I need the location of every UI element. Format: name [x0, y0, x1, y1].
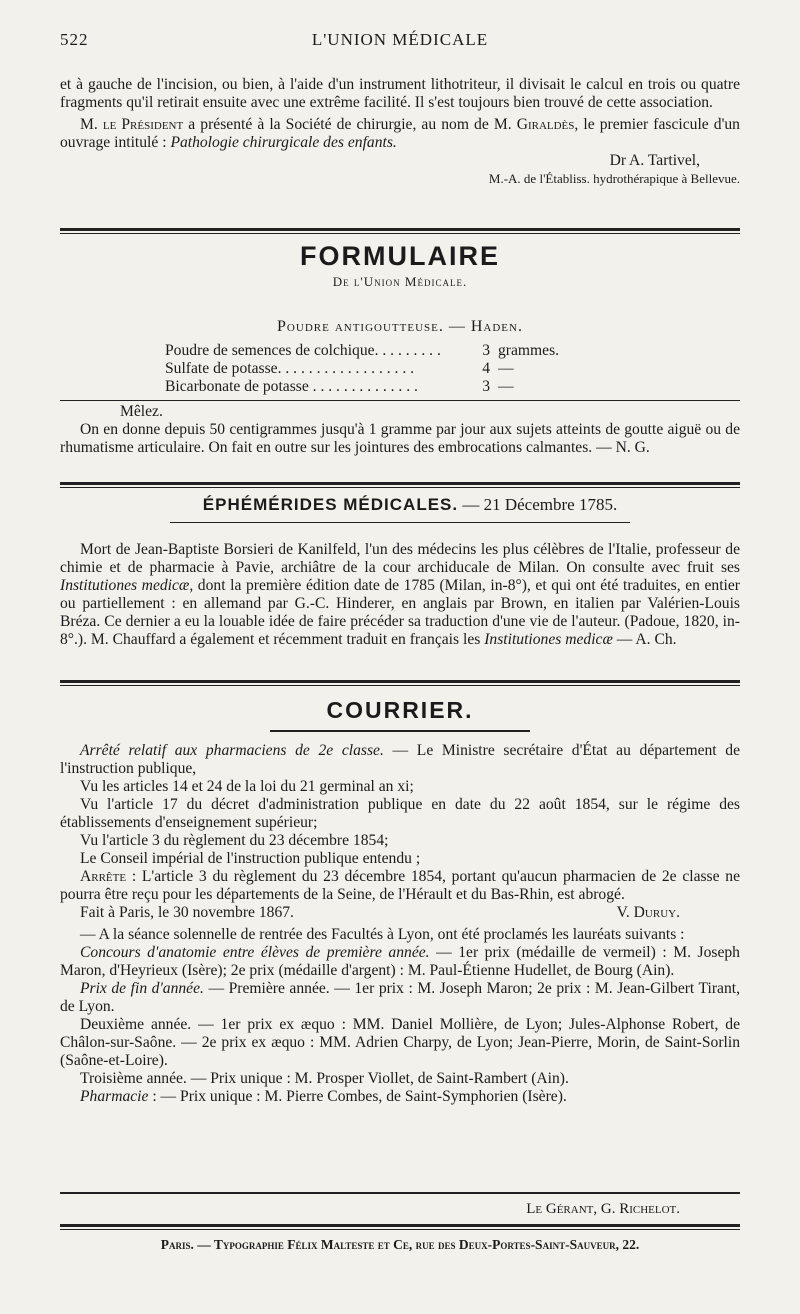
ingredient-row: Bicarbonate de potasse . . . . . . . . . . . . . . 3 — — [165, 378, 514, 395]
duruy-signature: V. Duruy. — [616, 904, 680, 921]
president-paragraph: M. le Président a présenté à la Société de chirurgie, au nom de M. Giraldès, le premier fascicule d'un ouvrage intitulé : Pathologie chirurgicale des enfants. — [60, 116, 740, 151]
arrete-paragraph: Arrêté relatif aux pharmaciens de 2e classe. — Le Ministre secrétaire d'État au département de l'instruction publique, — [60, 742, 741, 777]
ingredient-row: Sulfate de potasse. . . . . . . . . . . . . . . . . . 4 — — [165, 360, 514, 377]
footer-rule — [60, 1192, 740, 1194]
deuxieme-paragraph: Deuxième année. — 1er prix ex æquo : MM. Daniel Mollière, de Lyon; Jules-Alphonse Robert, de Châlon-sur-Saône. — 2e prix ex æquo : MM. Adrien Charpy, de Lyon; Jean-Pierre, Morin, de Saint-Sorlin (Saône-et-Loire). — [60, 1016, 740, 1069]
intro-paragraph: et à gauche de l'incision, ou bien, à l'aide d'un instrument lithotriteur, il divisait le calcul en trois ou quatre fragments qu'il retirait ensuite avec une extrême facilité. Il s'est toujours bien trouvé de cette association. — [60, 76, 740, 111]
footer — [60, 1200, 740, 1254]
section-rule — [60, 228, 740, 234]
gerant-line: Le Gérant, G. Richelot. — [526, 1201, 680, 1217]
conseil-line: Le Conseil impérial de l'instruction publique entendu ; — [80, 850, 421, 867]
work-title: Institutiones medicæ — [60, 577, 190, 594]
work-title: Pathologie chirurgicale des enfants. — [170, 134, 397, 151]
ingredient-row: Poudre de semences de colchique. . . . . . . . . 3 grammes. — [165, 342, 560, 359]
imprint-line: Paris. — Typographie Félix Malteste et Ce, rue des Deux-Portes-Saint-Sauveur, 22. — [160, 1237, 640, 1252]
fait-date: Fait à Paris, le 30 novembre 1867. — [80, 904, 294, 921]
signature-title: M.-A. de l'Établiss. hydrothérapique à Bellevue. — [488, 171, 740, 186]
running-title: L'UNION MÉDICALE — [311, 30, 489, 49]
speaker-name: M. le Président — [80, 116, 184, 133]
fait-line — [60, 904, 740, 922]
recipe-heading: Poudre antigoutteuse. — Haden. — [277, 318, 523, 335]
troisieme-paragraph: Troisième année. — Prix unique : M. Prosper Viollet, de Saint-Rambert (Ain). — [80, 1070, 569, 1087]
formulaire-section — [60, 240, 740, 457]
concours-paragraph: Concours d'anatomie entre élèves de première année. — 1er prix (médaille de vermeil) : M. Joseph Maron, d'Heyrieux (Isère); 2e prix (médaille d'argent) : M. Paul-Étienne Hudellet, de Bourg (Ain). — [60, 944, 740, 979]
ephemerides-section — [60, 494, 740, 649]
pharmacie-paragraph: Pharmacie : — Prix unique : M. Pierre Combes, de Saint-Symphorien (Isère). — [80, 1088, 567, 1105]
ephemerides-heading — [60, 494, 740, 516]
ingredient-list — [60, 342, 740, 396]
formulaire-title: FORMULAIRE — [300, 241, 500, 271]
melez-text: Mêlez. — [120, 403, 163, 420]
vu-line: Vu les articles 14 et 24 de la loi du 21 germinal an xi; — [80, 778, 414, 795]
seance-paragraph: — A la séance solennelle de rentrée des Facultés à Lyon, ont été proclamés les lauréats suivants : — [80, 926, 685, 943]
page-number: 522 — [60, 30, 89, 49]
arrete-title: Arrêté relatif aux pharmaciens de 2e classe. — [80, 742, 384, 759]
formulaire-subtitle: De l'Union Médicale. — [332, 274, 468, 289]
ephemerides-text: Mort de Jean-Baptiste Borsieri de Kanilfeld, l'un des médecins les plus célèbres de l'Italie, professeur de chimie et de pharmacie à Pavie, archiâtre de la cour archiducale de Milan. On consulte avec fruit ses Institutiones medicæ, dont la première édition date de 1785 (Milan, in-8°), et qui ont été traduites, en entier ou partiellement : en allemand par G.-C. Hinderer, en anglais par Brown, en italien par Valérien-Louis Bréza. Ce dernier a eu la louable idée de faire précéder sa traduction d'une vie de l'auteur. (Padoue, 1820, in-8°.). M. Chauffard a également et récemment traduit en français les Institutiones medicæ — A. Ch. — [60, 541, 740, 648]
heading-underline — [170, 522, 630, 523]
heading-underline — [270, 730, 530, 732]
signature-name: Dr A. Tartivel, — [609, 152, 700, 169]
footer-rule — [60, 1224, 740, 1230]
prix-paragraph: Prix de fin d'année. — Première année. — 1er prix : M. Joseph Maron; 2e prix : M. Jean-Gilbert Tirant, de Lyon. — [60, 980, 740, 1015]
intro-section — [60, 76, 740, 188]
courrier-body — [60, 742, 740, 1106]
vu-line: Vu l'article 17 du décret d'administration publique en date du 22 août 1854, sur le régime des établissements d'enseignement supérieur; — [60, 796, 740, 831]
section-rule — [60, 680, 740, 686]
giraldes-name: Giraldès — [516, 116, 575, 133]
work-title: Institutiones medicæ — [484, 631, 613, 648]
courrier-title: COURRIER. — [326, 697, 474, 723]
vu-line: Vu l'article 3 du règlement du 23 décembre 1854; — [80, 832, 389, 849]
ephemerides-title: ÉPHÉMÉRIDES MÉDICALES. — [202, 495, 459, 514]
courrier-section — [60, 696, 740, 1106]
recipe-rule — [60, 400, 740, 401]
section-rule — [60, 482, 740, 488]
ephemerides-date: — 21 Décembre 1785. — [458, 495, 618, 514]
page-header — [60, 30, 740, 56]
arrete-text: Arrête : L'article 3 du règlement du 23 décembre 1854, portant qu'aucun pharmacien de 2e classe ne pourra être reçu pour les départements de la Seine, de l'Hérault et du Bas-Rhin, est abrogé. — [60, 868, 740, 903]
formulaire-text: On en donne depuis 50 centigrammes jusqu'à 1 gramme par jour aux sujets atteints de goutte aiguë ou de rhumatisme articulaire. On fait en outre sur les jointures des embrocations calmantes. — N. G. — [60, 421, 740, 456]
